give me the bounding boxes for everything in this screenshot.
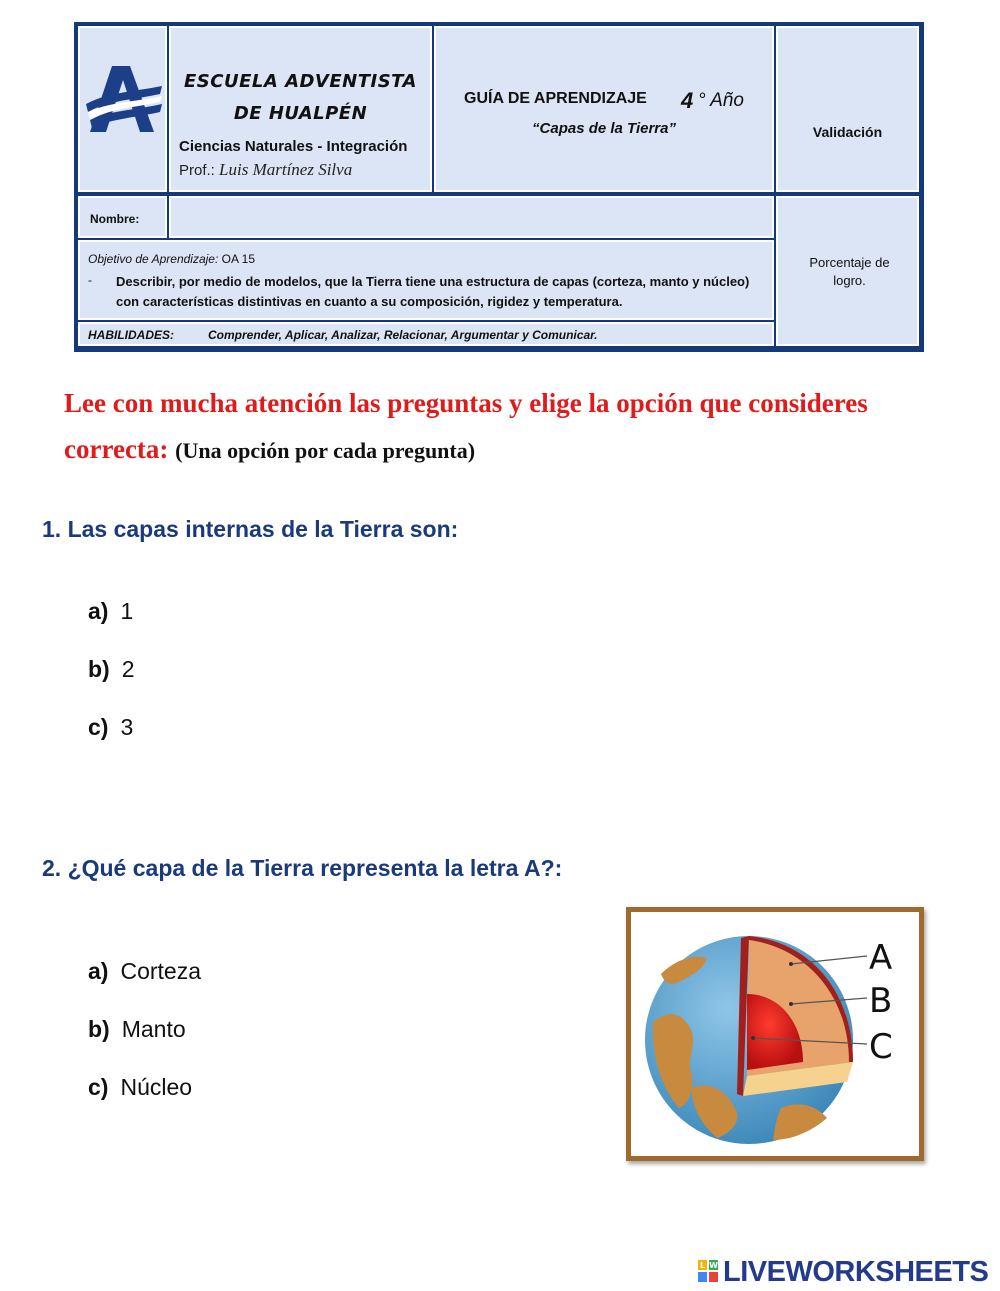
q1-option-c[interactable]: [88, 714, 133, 741]
option-text: 1: [120, 598, 134, 624]
school-name: [171, 66, 430, 130]
option-letter: a): [88, 598, 109, 624]
grade-word: ° Año: [698, 90, 744, 111]
q1-option-a[interactable]: [88, 598, 133, 625]
q2-option-c[interactable]: [88, 1074, 192, 1101]
skills-label: HABILIDADES:: [88, 328, 174, 342]
name-label: Nombre:: [90, 212, 140, 226]
percentage-line2: logro.: [833, 273, 866, 288]
objective-code: OA 15: [221, 252, 256, 266]
percentage-label: [798, 254, 901, 290]
option-text: 3: [120, 714, 134, 740]
instructions: [64, 380, 944, 474]
option-letter: c): [88, 714, 109, 740]
q2-option-b[interactable]: [88, 1016, 186, 1043]
objective-heading: [88, 252, 255, 266]
guide-title: GUÍA DE APRENDIZAJE: [464, 90, 647, 107]
name-label-cell: [78, 196, 167, 238]
skills-text: Comprender, Aplicar, Analizar, Relacionar, Argumentar y Comunicar.: [208, 328, 598, 342]
q2-option-a[interactable]: [88, 958, 201, 985]
figure-label-a: A: [869, 938, 893, 978]
guide-cell: [434, 26, 774, 192]
option-text: Corteza: [120, 958, 201, 984]
teacher-prefix: Prof.:: [179, 162, 215, 179]
subject-label: Ciencias Naturales - Integración: [179, 138, 408, 155]
option-letter: b): [88, 1016, 110, 1042]
option-text: 2: [121, 656, 135, 682]
school-cell: [169, 26, 432, 192]
option-text: Núcleo: [120, 1074, 193, 1100]
q1-option-b[interactable]: [88, 656, 135, 683]
option-text: Manto: [121, 1016, 186, 1042]
skills-cell: [78, 322, 774, 346]
liveworksheets-logo-icon: [698, 1260, 718, 1282]
option-letter: a): [88, 958, 109, 984]
validation-cell: [776, 26, 919, 192]
teacher-line: [179, 160, 352, 180]
objective-text: Describir, por medio de modelos, que la Tierra tiene una estructura de capas (corteza, manto y núcleo) con características distintivas en cuanto a su composición, rigidez y temperatura.: [116, 274, 750, 309]
validation-label: Validación: [812, 124, 883, 140]
instructions-note: (Una opción por cada pregunta): [175, 438, 476, 463]
grade-number: 4: [681, 88, 694, 113]
figure-label-c: C: [869, 1027, 893, 1067]
question-2: 2. ¿Qué capa de la Tierra representa la letra A?:: [42, 855, 563, 881]
figure-label-b: B: [869, 981, 893, 1021]
objective-label: Objetivo de Aprendizaje:: [88, 252, 219, 266]
school-name-line1: ESCUELA ADVENTISTA: [184, 71, 417, 92]
school-name-line2: DE HUALPÉN: [233, 103, 368, 124]
percentage-line1: Porcentaje de: [809, 255, 890, 270]
liveworksheets-brand[interactable]: LIVEWORKSHEETS: [723, 1256, 989, 1288]
instructions-main: Lee con mucha atención las preguntas y elige la opción que consideres correcta:: [64, 388, 868, 464]
earth-layers-figure: [626, 907, 924, 1161]
badge-letter-w: W: [709, 1261, 718, 1270]
badge-letter-l: L: [699, 1261, 706, 1270]
teacher-name: Luis Martínez Silva: [219, 160, 353, 179]
option-letter: c): [88, 1074, 109, 1100]
earth-layers-icon: [631, 912, 919, 1156]
guide-subtitle: “Capas de la Tierra”: [532, 120, 676, 137]
logo-cell: [78, 26, 167, 192]
percentage-cell: [776, 196, 919, 346]
question-1: 1. Las capas internas de la Tierra son:: [42, 516, 459, 542]
option-letter: b): [88, 656, 110, 682]
name-field[interactable]: [169, 196, 774, 238]
header-table: [74, 22, 924, 352]
school-logo-icon: [80, 28, 165, 190]
objective-dash: -: [88, 273, 92, 287]
objective-cell: [78, 240, 774, 320]
